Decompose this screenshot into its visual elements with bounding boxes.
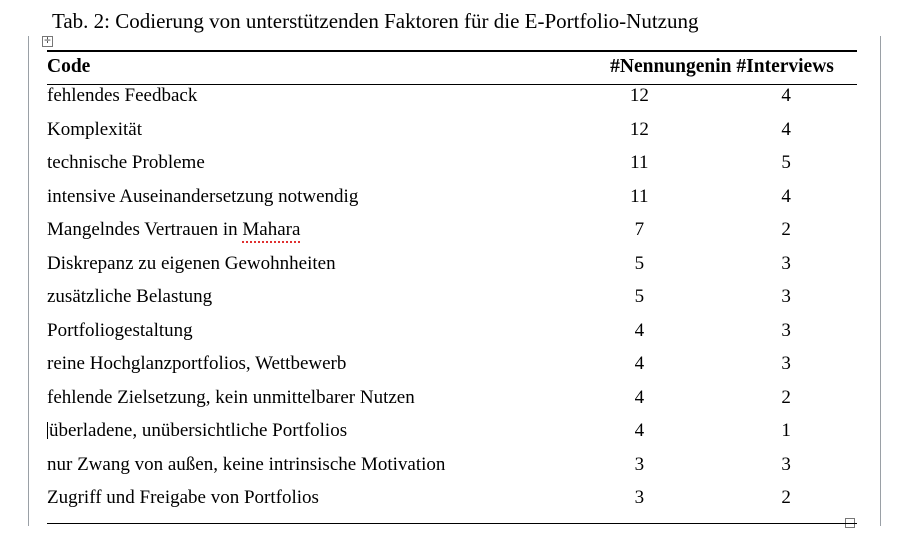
table-row bbox=[47, 420, 857, 454]
cell-code: nur Zwang von außen, keine intrinsische Motivation bbox=[47, 453, 446, 475]
cell-mentions: 4 bbox=[634, 353, 645, 374]
text-cursor bbox=[47, 422, 48, 439]
cell-mentions: 12 bbox=[629, 118, 649, 140]
table-row bbox=[47, 186, 857, 220]
table-row bbox=[47, 152, 857, 186]
coding-table bbox=[47, 50, 857, 524]
cell-interviews: 4 bbox=[781, 85, 791, 106]
table-head bbox=[47, 51, 857, 85]
cell-code: intensive Auseinandersetzung notwendig bbox=[47, 185, 359, 207]
table-body bbox=[47, 85, 857, 524]
spellcheck-underlined-word: Mahara bbox=[242, 219, 300, 243]
cell-mentions: 11 bbox=[630, 185, 649, 207]
table-row bbox=[47, 487, 857, 523]
cell-interviews: 5 bbox=[781, 152, 791, 173]
cell-mentions: 5 bbox=[634, 252, 645, 274]
table-row bbox=[47, 253, 857, 287]
cell-mentions: 4 bbox=[634, 319, 645, 341]
cell-interviews: 3 bbox=[781, 286, 791, 307]
cell-mentions: 3 bbox=[634, 453, 645, 475]
cell-interviews: 2 bbox=[715, 487, 857, 523]
cell-mentions: 7 bbox=[634, 219, 645, 240]
cell-code: Komplexität bbox=[47, 118, 142, 140]
cell-code-text: überladene, unübersichtliche Portfolios bbox=[49, 420, 348, 441]
table-row bbox=[47, 219, 857, 253]
cell-mentions: 11 bbox=[630, 152, 649, 173]
cell-interviews: 2 bbox=[781, 219, 791, 240]
cell-mentions: 12 bbox=[629, 85, 649, 106]
table-row bbox=[47, 454, 857, 488]
cell-code bbox=[47, 219, 563, 253]
cell-code: fehlende Zielsetzung, kein unmittelbarer Nutzen bbox=[47, 386, 415, 408]
cell-code: Zugriff und Freigabe von Portfolios bbox=[47, 487, 563, 523]
column-header-mentions: #Nennungen bbox=[563, 51, 715, 85]
cell-interviews: 1 bbox=[781, 420, 791, 441]
cell-interviews: 3 bbox=[781, 353, 791, 374]
cell-code: reine Hochglanzportfolios, Wettbewerb bbox=[47, 353, 347, 374]
table-header-row bbox=[47, 51, 857, 85]
cell-mentions: 3 bbox=[563, 487, 715, 523]
cell-interviews: 3 bbox=[781, 319, 791, 341]
column-header-interviews: in #Interviews bbox=[715, 51, 857, 85]
table-row bbox=[47, 286, 857, 320]
table-row bbox=[47, 85, 857, 119]
cell-mentions: 4 bbox=[634, 386, 645, 408]
table-row bbox=[47, 119, 857, 153]
cell-code: Portfoliogestaltung bbox=[47, 319, 193, 341]
cell-interviews: 4 bbox=[781, 185, 791, 207]
cell-code: zusätzliche Belastung bbox=[47, 286, 213, 307]
cell-interviews: 4 bbox=[781, 118, 791, 140]
cell-mentions: 5 bbox=[634, 286, 645, 307]
column-header-code: Code bbox=[47, 51, 563, 85]
table-frame-right-border bbox=[880, 36, 881, 526]
cell-interviews: 2 bbox=[781, 386, 791, 408]
move-handle-icon[interactable]: ✛ bbox=[42, 36, 53, 47]
cell-code: Diskrepanz zu eigenen Gewohnheiten bbox=[47, 252, 336, 274]
cell-code-text: Mangelndes Vertrauen in bbox=[47, 219, 243, 240]
cell-mentions: 4 bbox=[634, 420, 645, 441]
cell-code: fehlendes Feedback bbox=[47, 85, 198, 106]
table-caption: Tab. 2: Codierung von unterstützenden Faktoren für die E-Portfolio-Nutzung bbox=[52, 9, 699, 33]
cell-code: technische Probleme bbox=[47, 152, 205, 173]
cell-code bbox=[47, 420, 563, 454]
cell-interviews: 3 bbox=[781, 252, 791, 274]
table-row bbox=[47, 320, 857, 354]
table-row bbox=[47, 353, 857, 387]
cell-interviews: 3 bbox=[781, 453, 791, 475]
table-frame-left-border bbox=[28, 36, 29, 526]
table-row bbox=[47, 387, 857, 421]
